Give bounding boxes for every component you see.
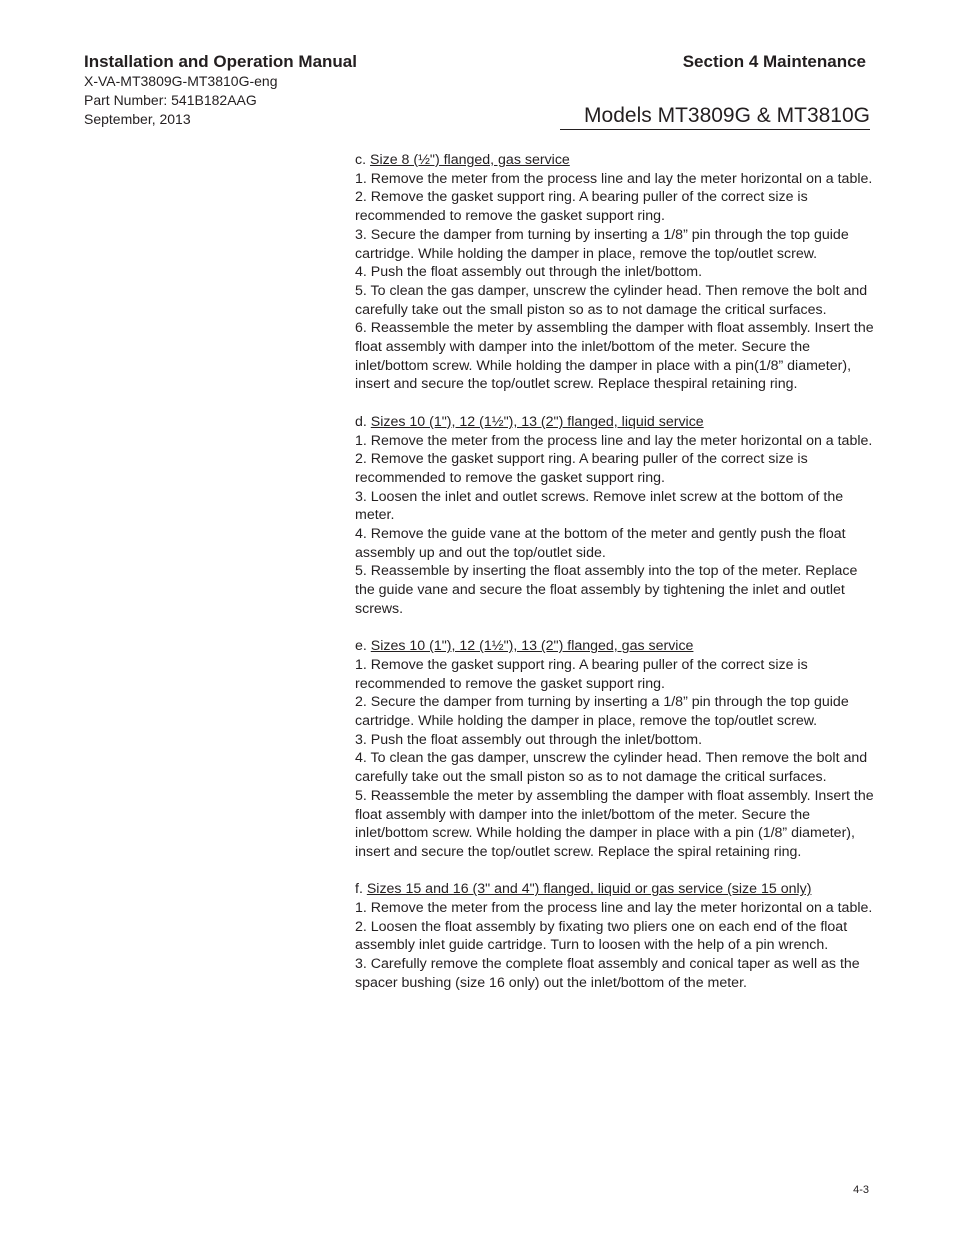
procedure-heading bbox=[355, 637, 875, 656]
procedure-letter: e. bbox=[355, 638, 371, 655]
section-title: Section 4 Maintenance bbox=[682, 52, 866, 71]
manual-title: Installation and Operation Manual bbox=[84, 52, 357, 71]
procedure-heading bbox=[355, 880, 875, 899]
procedure-step: 5. To clean the gas damper, unscrew the cylinder head. Then remove the bolt and carefully take out the small piston so as to not damage the critical surfaces. bbox=[355, 282, 868, 318]
procedure-step: 2. Remove the gasket support ring. A bearing puller of the correct size is recommended to remove the gasket support ring. bbox=[355, 451, 808, 486]
procedure-step: 5. Reassemble the meter by assembling the damper with float assembly. Insert the float assembly with damper into the inlet/bottom of the meter. Secure the inlet/bottom screw. While holding the damper in place with a pin (1/8” diameter), insert and secure the top/outlet screw. Replace the spiral retaining ring. bbox=[355, 787, 874, 860]
maintenance-content bbox=[355, 151, 875, 1011]
procedure-step: 4. Push the float assembly out through the inlet/bottom. bbox=[355, 264, 703, 281]
publication-date: September, 2013 bbox=[84, 111, 191, 127]
procedure-section bbox=[355, 413, 875, 619]
procedure-step: 1. Remove the gasket support ring. A bearing puller of the correct size is recommended to remove the gasket support ring. bbox=[355, 656, 808, 692]
procedure-section bbox=[355, 880, 875, 992]
document-id: X-VA-MT3809G-MT3810G-eng bbox=[84, 73, 278, 89]
procedure-step: 1. Remove the meter from the process line and lay the meter horizontal on a table. bbox=[355, 432, 873, 449]
procedure-step: 3. Loosen the inlet and outlet screws. Remove inlet screw at the bottom of the meter. bbox=[355, 488, 844, 524]
procedure-step: 3. Carefully remove the complete float assembly and conical taper as well as the spacer bushing (size 16 only) out the inlet/bottom of the meter. bbox=[355, 956, 860, 991]
procedure-section bbox=[355, 637, 875, 861]
procedure-title: Size 8 (½") flanged, gas service bbox=[369, 152, 570, 168]
procedure-step: 4. To clean the gas damper, unscrew the cylinder head. Then remove the bolt and carefully take out the small piston so as to not damage the critical surfaces. bbox=[355, 750, 868, 786]
procedure-step: 2. Loosen the float assembly by fixating two pliers one on each end of the float assembly inlet guide cartridge. Turn to loosen with the help of a pin wrench. bbox=[355, 918, 848, 954]
procedure-letter: c. bbox=[355, 152, 370, 168]
procedure-step: 2. Secure the damper from turning by inserting a 1/8” pin through the top guide cartridge. While holding the damper in place, remove the top/outlet screw. bbox=[355, 694, 849, 730]
procedure-section bbox=[355, 151, 875, 394]
procedure-heading bbox=[355, 413, 875, 432]
procedure-letter: f. bbox=[355, 881, 367, 898]
procedure-step: 6. Reassemble the meter by assembling the damper with float assembly. Insert the float assembly with damper into the inlet/bottom of the meter. Secure the inlet/bottom screw. While holding the damper in place with a pin(1/8” diameter), insert and secure the top/outlet screw. Replace thespiral retaining ring. bbox=[355, 320, 874, 393]
procedure-step: 1. Remove the meter from the process line and lay the meter horizontal on a table. bbox=[355, 900, 873, 917]
header-right bbox=[446, 51, 866, 72]
header-left bbox=[84, 51, 504, 129]
procedure-letter: d. bbox=[355, 413, 371, 430]
page-number: 4-3 bbox=[853, 1184, 869, 1196]
procedure-heading bbox=[355, 151, 875, 170]
procedure-title: Sizes 10 (1"), 12 (1½"), 13 (2") flanged, gas service bbox=[370, 638, 694, 655]
procedure-step: 1. Remove the meter from the process line and lay the meter horizontal on a table. bbox=[355, 170, 873, 187]
procedure-title: Sizes 10 (1"), 12 (1½"), 13 (2") flanged, liquid service bbox=[370, 413, 704, 430]
procedure-title: Sizes 15 and 16 (3" and 4") flanged, liquid or gas service (size 15 only) bbox=[366, 881, 812, 898]
part-number: Part Number: 541B182AAG bbox=[84, 92, 257, 108]
procedure-step: 2. Remove the gasket support ring. A bearing puller of the correct size is recommended to remove the gasket support ring. bbox=[355, 189, 808, 225]
models-title: Models MT3809G & MT3810G bbox=[560, 103, 870, 130]
procedure-step: 5. Reassemble by inserting the float assembly into the top of the meter. Replace the guide vane and secure the float assembly by tightening the inlet and outlet screws. bbox=[355, 563, 858, 617]
procedure-step: 3. Push the float assembly out through the inlet/bottom. bbox=[355, 731, 703, 748]
procedure-step: 3. Secure the damper from turning by inserting a 1/8” pin through the top guide cartridge. While holding the damper in place, remove the top/outlet screw. bbox=[355, 226, 849, 262]
procedure-step: 4. Remove the guide vane at the bottom of the meter and gently push the float assembly up and out the top/outlet side. bbox=[355, 526, 846, 561]
